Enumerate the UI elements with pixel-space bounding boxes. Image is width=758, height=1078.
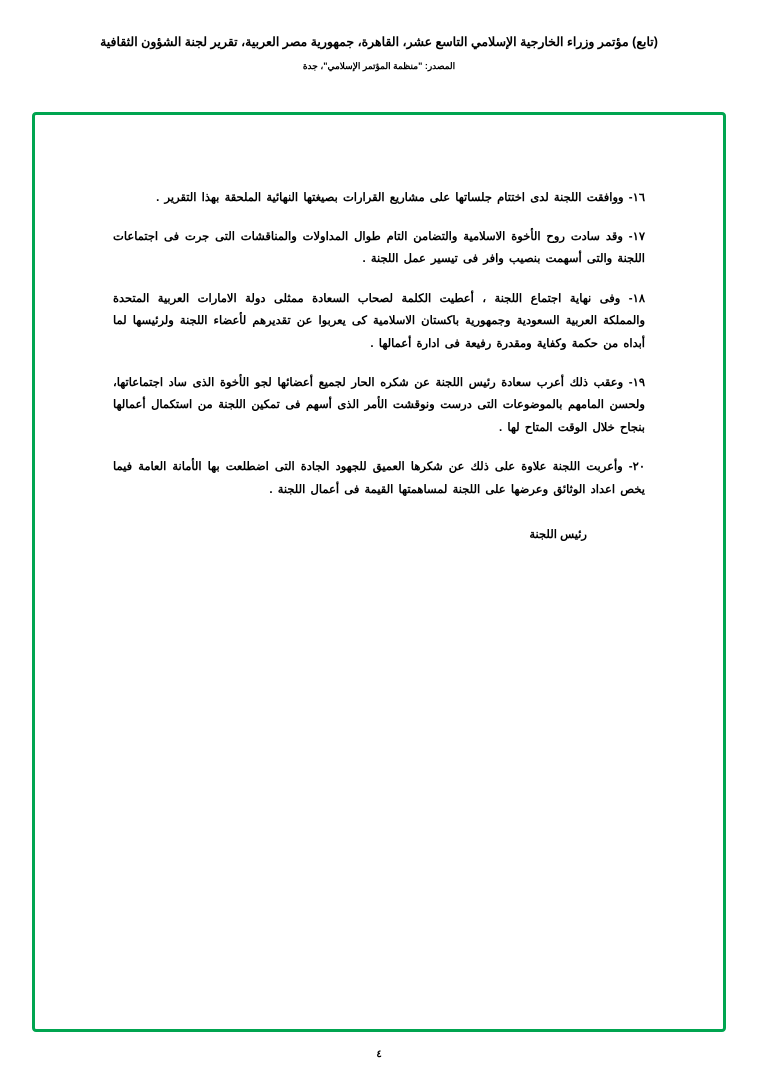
paragraph-17: ١٧- وقد سادت روح الأخوة الاسلامية والتضامن التام طوال المداولات والمناقشات التى جرت فى اجتماعات اللجنة والتى أسهمت بنصيب وافر فى تيسير عمل اللجنة . <box>113 230 645 266</box>
paragraph-16: ١٦- ووافقت اللجنة لدى اختتام جلساتها على مشاريع القرارات بصيغتها النهائية الملحقة بهذا التقرير . <box>156 191 645 204</box>
paragraph-20: ٢٠- وأعربت اللجنة علاوة على ذلك عن شكرها العميق للجهود الجادة التى اضطلعت بها الأمانة العامة فيما يخص اعداد الوثائق وعرضها على اللجنة لمساهمتها القيمة فى أعمال اللجنة . <box>113 461 645 496</box>
signature-line: رئيس اللجنة <box>529 529 587 542</box>
page-header <box>0 34 758 72</box>
page-number: ٤ <box>376 1049 382 1060</box>
paragraph-18: ١٨- وفى نهاية اجتماع اللجنة ، أعطيت الكلمة لصحاب السعادة ممثلى دولة الامارات العربية المتحدة والمملكة العربية السعودية وجمهورية باكستان الاسلامية كى يعربوا عن تقديرهم لأعضاء اللجنة ولرئيسها لما أبداه من حكمة وكفاية ومقدرة رفيعة فى ادارة أعمالها . <box>113 292 645 350</box>
green-border-frame <box>32 112 726 1032</box>
header-title: (تابع) مؤتمر وزراء الخارجية الإسلامي التاسع عشر، القاهرة، جمهورية مصر العربية، تقرير لجنة الشؤون الثقافية <box>100 35 658 49</box>
header-source: المصدر: "منظمة المؤتمر الإسلامي"، جدة <box>302 60 456 71</box>
paragraph-19: ١٩- وعقب ذلك أعرب سعادة رئيس اللجنة عن شكره الحار لجميع أعضائها لجو الأخوة الذى ساد اجتماعاتها، ولحسن المامهم بالموضوعات التى درست ونوقشت الأمر الذى أسهم فى تمكين اللجنة من استكمال أعمالها بنجاح خلال الوقت المتاح لها . <box>113 377 645 434</box>
document-body <box>113 175 645 541</box>
